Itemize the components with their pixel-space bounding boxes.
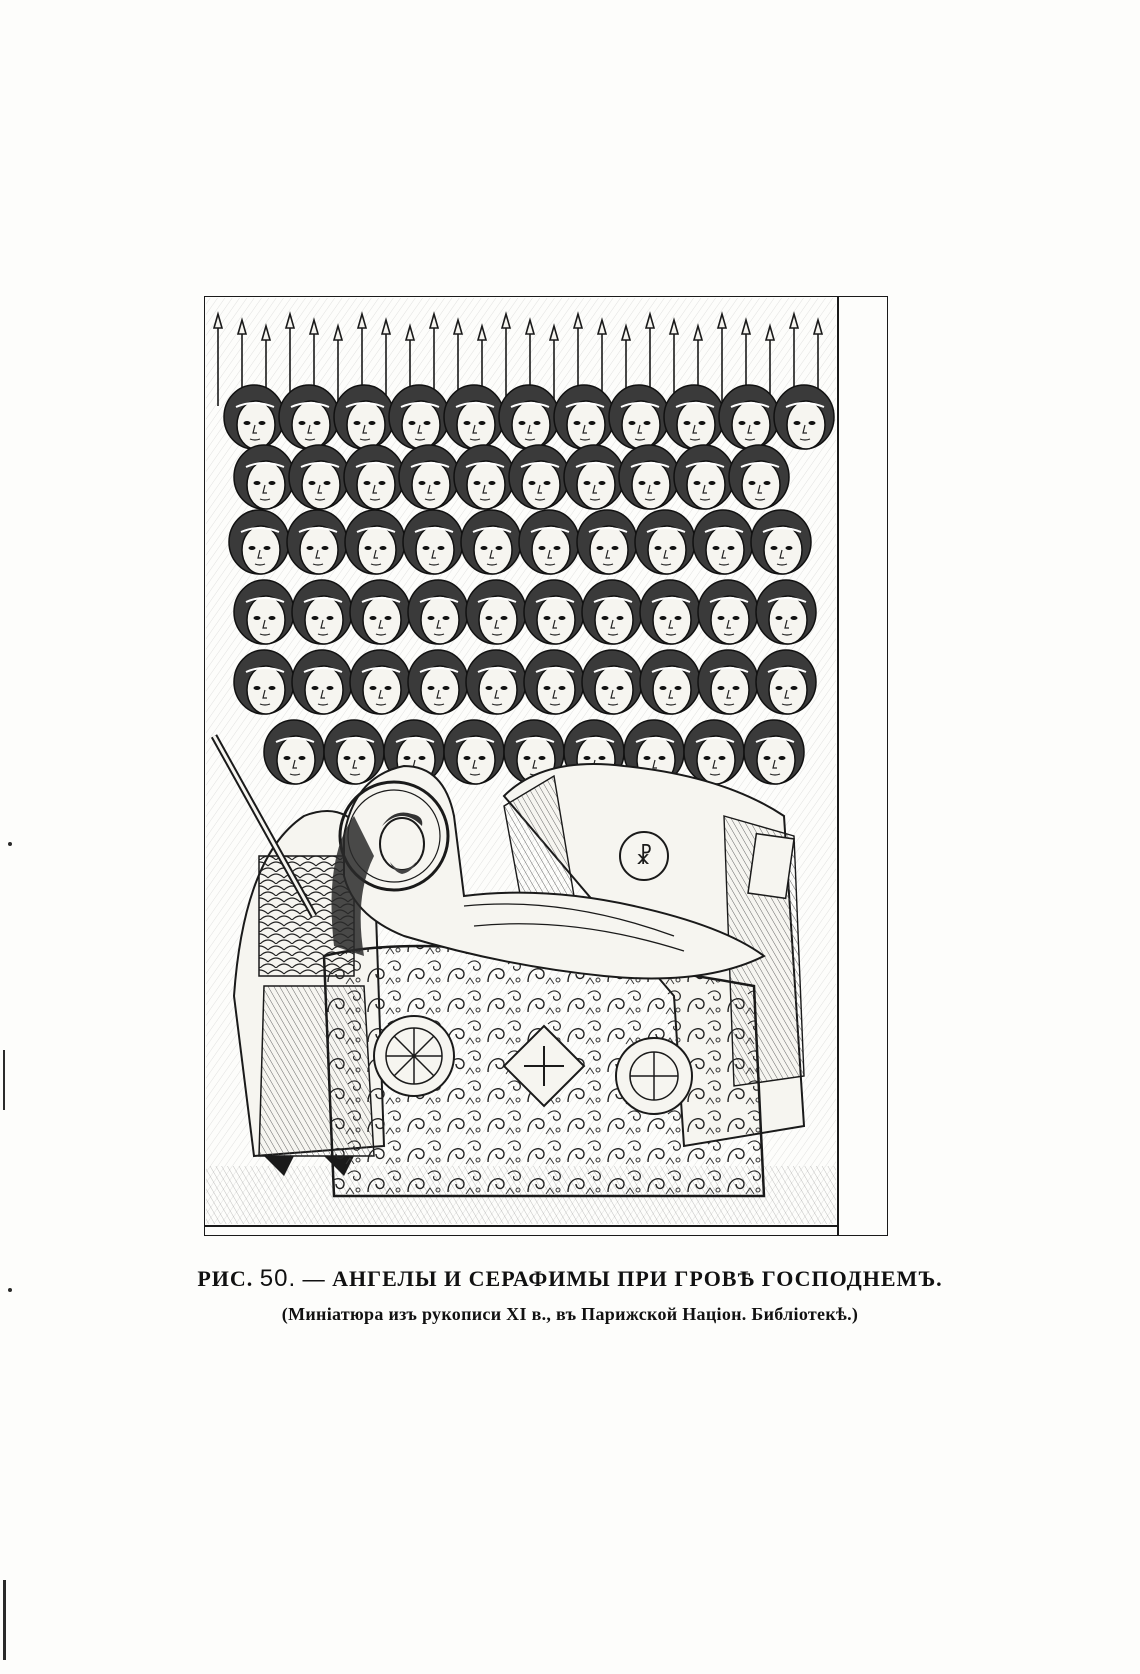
figure-number: 50. [259,1265,297,1292]
angel-head [287,510,347,574]
angel-head [444,720,504,784]
angel-head [729,445,789,509]
angel-head [509,445,569,509]
angel-head [444,385,504,449]
angel-head [292,650,352,714]
figure-title: — АНГЕЛЫ И СЕРАФИМЫ ПРИ ГРОВѢ ГОСПОДНЕМЪ. [302,1266,943,1291]
angel-head [389,385,449,449]
angel-head [499,385,559,449]
angel-head [684,720,744,784]
engraving-artwork [204,296,888,1236]
angel-head [229,510,289,574]
angel-head [408,650,468,714]
angel-head [674,445,734,509]
angel-head [234,580,294,644]
angel-head [399,445,459,509]
scan-edge-mark [3,1050,5,1110]
angel-head [756,580,816,644]
angel-head [774,385,834,449]
angel-head [619,445,679,509]
angel-head [698,650,758,714]
angel-head [289,445,349,509]
sarcophagus [324,946,764,1196]
figure-caption [0,1265,1140,1293]
angel-head [466,580,526,644]
angel-head [554,385,614,449]
angel-head [693,510,753,574]
angel-head [334,385,394,449]
angel-head [582,650,642,714]
angel-head [466,650,526,714]
angel-head [756,650,816,714]
angel-head [635,510,695,574]
angel-head [524,580,584,644]
figure-label: РИС. [197,1266,254,1291]
angel-head [751,510,811,574]
angel-head [524,650,584,714]
angel-head [292,580,352,644]
angel-head [264,720,324,784]
angel-head [403,510,463,574]
angel-head [350,650,410,714]
angel-head [234,650,294,714]
angel-head [279,385,339,449]
angel-head [454,445,514,509]
angel-head [719,385,779,449]
angel-head [744,720,804,784]
angel-head [640,650,700,714]
angel-head [564,445,624,509]
scan-dot [8,842,12,846]
angel-head [582,580,642,644]
angel-head [350,580,410,644]
svg-text:☧: ☧ [635,845,653,870]
angel-head [344,445,404,509]
angel-head [408,580,468,644]
angel-head [519,510,579,574]
angel-head [345,510,405,574]
angel-head [640,580,700,644]
angel-head [224,385,284,449]
angel-head [609,385,669,449]
angel-head [324,720,384,784]
angel-head [461,510,521,574]
engraving-illustration [204,296,888,1236]
scan-edge-mark [3,1580,6,1660]
angel-head [664,385,724,449]
angel-head [577,510,637,574]
angel-head [234,445,294,509]
figure-subtitle: (Миніатюра изъ рукописи XI в., въ Парижской Націон. Библіотекѣ.) [281,1304,859,1324]
angel-head [698,580,758,644]
